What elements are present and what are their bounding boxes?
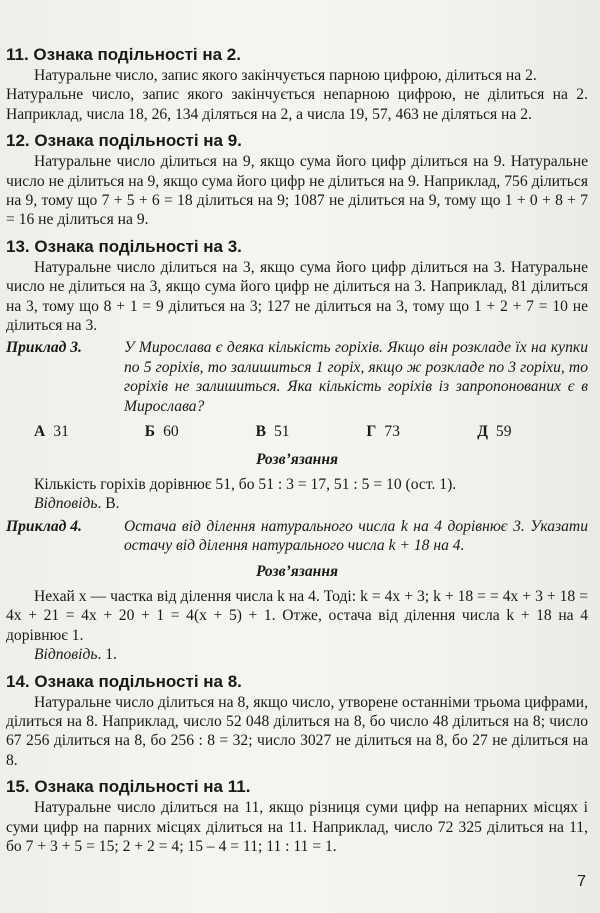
section-heading: 13. Ознака подільності на 3. — [6, 236, 242, 256]
example-4 — [6, 517, 588, 665]
option-b: Б 60 — [144, 423, 179, 441]
paragraph: Натуральне число ділиться на 3, якщо сума його цифр ділиться на 3. Натуральне число не ділиться на 3, якщо сума його цифр не ділиться на 3. Наприклад, 81 ділиться на 3, тому що 8 + 1 = 9 ділиться на 3; 127 не ділиться на 3, тому що 1 + 2 + 7 = 10 не ділиться на 3. — [6, 258, 588, 335]
example-text: Остача від ділення натурального числа k на 4 дорівнює 3. Указати остачу від ділення натурального числа k + 18 на 4. — [124, 517, 588, 555]
section-11 — [6, 44, 588, 124]
section-heading: 11. Ознака подільності на 2. — [6, 45, 241, 64]
example-label: Приклад 3. — [6, 339, 82, 357]
example-text: У Мирослава є деяка кількість горіхів. Якщо він розкладе їх на купки по 5 горіхів, то залишиться 1 горіх, якщо ж розкладе по 3 горіхи, то горіхів не залишиться. Яка кількість горіхів із запропонованих є в Мирослава? — [124, 339, 588, 415]
section-heading: 15. Ознака подільності на 11. — [6, 777, 251, 797]
solution-title: Розв’язання — [255, 562, 339, 580]
option-d: Д 59 — [477, 423, 512, 441]
answer-line: Відповідь. 1. — [34, 646, 117, 664]
section-heading: 14. Ознака подільності на 8. — [6, 671, 242, 691]
option-g: Г 73 — [366, 423, 400, 441]
page-number: 7 — [577, 873, 586, 890]
example-label: Приклад 4. — [6, 517, 82, 535]
section-13 — [6, 236, 588, 336]
example-3 — [6, 338, 588, 513]
answer-options — [34, 422, 588, 441]
paragraph: Натуральне число ділиться на 11, якщо різниця суми цифр на непарних місцях і суми цифр на парних місцях ділиться на 11. Наприклад, число 72 325 ділиться на 11, бо 7 + 3 + 5 = 15; 2 + 2 = 4; 15 – 4 = 11; 11 : 11 = 1. — [6, 799, 588, 855]
section-14 — [6, 671, 588, 771]
solution-text: Кількість горіхів дорівнює 51, бо 51 : 3 = 17, 51 : 5 = 10 (ост. 1). — [34, 475, 457, 493]
solution-text: Нехай x — частка від ділення числа k на 4. Тоді: k = 4x + 3; k + 18 = = 4x + 3 + 18 = 4x + 21 = 4x + 20 + 1 = 4(x + 5) + 1. Отже, остача від ділення числа k + 18 на 4 дорівнює 1. — [6, 587, 588, 644]
section-heading: 12. Ознака подільності на 9. — [6, 131, 242, 151]
answer-line: Відповідь. В. — [34, 495, 120, 513]
section-12 — [6, 130, 588, 230]
option-v: В 51 — [255, 423, 290, 441]
paragraph: Натуральне число, запис якого закінчується парною цифрою, ділиться на 2. — [34, 67, 537, 84]
section-15 — [6, 776, 588, 856]
paragraph: Натуральне число ділиться на 8, якщо число, утворене останніми трьома цифрами, ділиться на 8. Наприклад, число 52 048 ділиться на 8, бо число 48 ділиться на 8; число 67 256 ділиться на 8, бо 256 : 8 = 32; число 3027 не ділиться на 8, бо 27 не ділиться на 8. — [6, 693, 588, 769]
paragraph: Натуральне число, запис якого закінчується непарною цифрою, не ділиться на 2. Наприклад, числа 18, 26, 134 діляться на 2, а числа 19, 57, 463 не діляться на 2. — [6, 86, 588, 123]
paragraph: Натуральне число ділиться на 9, якщо сума його цифр ділиться на 9. Натуральне число не ділиться на 9, якщо сума його цифр не ділиться на 9. Наприклад, 756 ділиться на 9, тому що 7 + 5 + 6 = 18 ділиться на 9; 1087 не ділиться на 9, тому що 1 + 0 + 8 + 7 = 16 не ділиться на 9. — [6, 153, 588, 229]
solution-title: Розв’язання — [255, 450, 339, 468]
option-a: А 31 — [34, 423, 69, 441]
